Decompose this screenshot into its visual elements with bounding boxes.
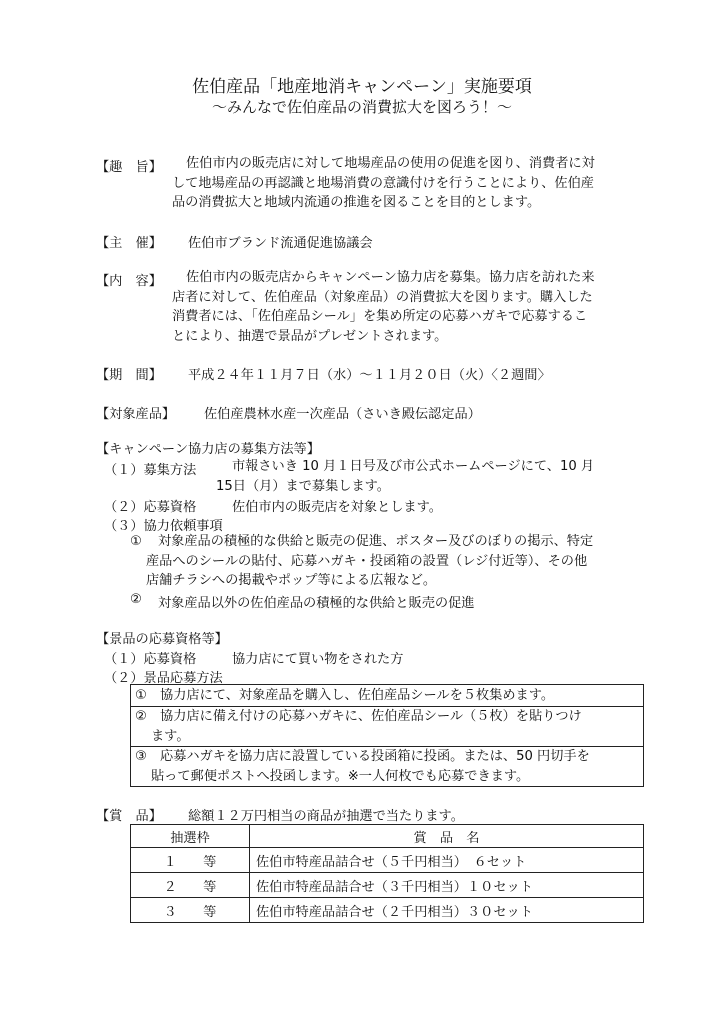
prize-row — [131, 848, 644, 873]
prizes-summary: 総額１２万円相当の商品が抽選で当たります。 — [188, 809, 464, 824]
recruit-request-label: （３）協力依頼事項 — [104, 519, 223, 534]
recruit-heading: 【キャンペーン協力店の募集方法等】 — [96, 442, 320, 457]
entry-step-2: ② 協力店に備え付けの応募ハガキに、佐伯産品シール（５枚）を貼りつけ — [135, 709, 582, 724]
entry-step-row — [131, 685, 644, 707]
prize-item: 佐伯市特産品詰合せ（５千円相当） ６セット — [250, 848, 644, 873]
request-item2-number: ② — [130, 592, 142, 607]
organizer-label: 【主 催】 — [96, 236, 162, 251]
prizes-label: 【賞 品】 — [96, 809, 162, 824]
prize-col-rank: 抽選枠 — [131, 825, 250, 848]
entry-step-row — [131, 707, 644, 747]
target-label: 【対象産品】 — [96, 407, 176, 422]
prize-entry-qual-label: （１）応募資格 — [104, 652, 197, 667]
purpose-text: 佐伯市内の販売店に対して地場産品の使用の促進を図り、消費者に対 して地場産品の再認識と地場消費の意識付けを行うことにより、佐伯産 品の消費拡大と地域内流通の推進を図ることを目的とします。 — [172, 156, 595, 210]
request-item1-number: ① — [130, 534, 142, 549]
prize-rank: １ 等 — [131, 848, 250, 873]
recruit-qual-value: 佐伯市内の販売店を対象とします。 — [232, 500, 442, 515]
page-title: 佐伯産品「地産地消キャンペーン」実施要項 — [192, 77, 532, 97]
prize-entry-qual-value: 協力店にて買い物をされた方 — [232, 652, 404, 667]
prize-item: 佐伯市特産品詰合せ（２千円相当）３０セット — [250, 898, 644, 923]
page-subtitle: ～みんなで佐伯産品の消費拡大を図ろう！～ — [211, 98, 512, 116]
recruit-method-label: （１）募集方法 — [104, 463, 197, 478]
period-value: 平成２４年１１月７日（水）～１１月２０日（火）〈２週間〉 — [188, 368, 551, 383]
prize-item: 佐伯市特産品詰合せ（３千円相当）１０セット — [250, 873, 644, 898]
prize-table-header — [131, 825, 644, 848]
entry-step-3: ③ 応募ハガキを協力店に設置している投函箱に投函。または、50 円切手を — [135, 749, 590, 764]
purpose-label: 【趣 旨】 — [96, 160, 162, 175]
request-item1-text: 対象産品の積極的な供給と販売の促進、ポスター及びのぼりの掲示、特定 産品へのシールの貼付、応募ハガキ・投函箱の設置（レジ付近等）、その他 店舗チラシへの掲載やポップ等による広報など。 — [146, 534, 594, 588]
prize-entry-method-label: （２）景品応募方法 — [104, 671, 223, 686]
prize-entry-heading: 【景品の応募資格等】 — [96, 632, 228, 647]
prize-row — [131, 873, 644, 898]
content-label: 【内 容】 — [96, 274, 162, 289]
request-item2-text: 対象産品以外の佐伯産品の積極的な供給と販売の促進 — [158, 596, 475, 611]
entry-steps-table — [130, 684, 644, 787]
prize-table — [130, 824, 644, 923]
prize-rank: ２ 等 — [131, 873, 250, 898]
recruit-qual-label: （２）応募資格 — [104, 500, 197, 515]
entry-step-1: ① 協力店にて、対象産品を購入し、佐伯産品シールを５枚集めます。 — [135, 687, 555, 703]
organizer-value: 佐伯市ブランド流通促進協議会 — [188, 236, 373, 251]
target-value: 佐伯産農林水産一次産品（さいき殿伝認定品） — [204, 407, 481, 422]
recruit-method-text: 市報さいき 10 月１日号及び市公式ホームページにて、10 月 15日（月）まで募集します。 — [216, 459, 595, 494]
entry-step-2-cont: ます。 — [151, 728, 190, 744]
prize-rank: ３ 等 — [131, 898, 250, 923]
entry-step-row — [131, 747, 644, 787]
content-text: 佐伯市内の販売店からキャンペーン協力店を募集。協力店を訪れた来 店者に対して、佐伯産品（対象産品）の消費拡大を図ります。購入した 消費者には、「佐伯産品シール」を集め所定の応募ハガキで応募するこ とにより、抽選で景品がプレゼントされます。 — [172, 270, 595, 344]
period-label: 【期 間】 — [96, 368, 162, 383]
entry-step-3-cont: 貼って郵便ポストへ投函します。※一人何枚でも応募できます。 — [151, 768, 530, 784]
prize-col-item: 賞 品 名 — [250, 825, 644, 848]
prize-row — [131, 898, 644, 923]
